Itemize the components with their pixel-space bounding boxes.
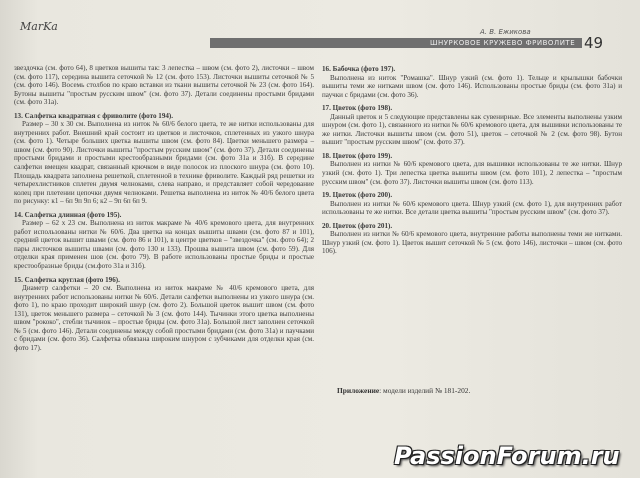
intro-paragraph: звездочка (см. фото 64), 8 цветков вышиты так: 3 лепестка – швом (см. фото 2), листочки – швом (см. фото 117), середина вышита сеточкой № 12 (см. фото 153). Листочки вышиты сеточкой № 5 (см. фото 146). Восемь столбов по краю вставки из ткани вышиты сеточкой № 23 (см. фото 164). Бутоны вышиты "простым русским швом" (см. фото 37). Детали соединены простыми бридами (см. фото 31а).: [14, 64, 314, 107]
section-title: 17. Цветок (фото 198).: [322, 104, 393, 113]
appendix-text: : модели изделий № 181-202.: [379, 386, 471, 395]
section-text: Выполнен из нитки № 60/6 кремового цвета, для вышивки использованы те же нитки. Шнур узкий (см. фото 1). Три лепестка цветка вышиты швом (см. фото 101), 2 лепестка – "простым русским швом" (см. фото 37). Листочки вышиты швом (см. фото 113).: [322, 160, 622, 186]
left-column: [14, 64, 314, 353]
section-title: 19. Цветок (фото 200).: [322, 191, 393, 200]
appendix-note: [337, 386, 470, 395]
section-text: Выполнен из нитки № 60/6 кремового цвета, внутренние работы выполнены теми же нитками. Шнур узкий (см. фото 1). Цветок вышит сеточкой № 5 (см. фото 146), листочки – швом (см. фото 106).: [322, 230, 622, 256]
right-column: [322, 64, 622, 256]
section-text: Выполнена из ниток "Ромашка". Шнур узкий (см. фото 1). Тельце и крылышки бабочки вышиты теми же нитками швом (см. фото 146). Использованы простые бриды (см. фото 31а) и паучки с бридами (см. фото 36).: [322, 73, 622, 99]
section-title: 13. Салфетка квадратная с фриволите (фото 194).: [14, 111, 174, 120]
page-number: 49: [584, 34, 604, 52]
section-text: Размер – 62 х 23 см. Выполнена из ниток макраме № 40/6 кремового цвета, для внутренних работ использованы нитки № 60/6. Два цветка на концах вышиты швами (см. фото 87 и 101), средний цветок вышит швами (см. фото 86 и 101), в центре цветков – "звездочка" (см. фото 64); 2 пары листочков вышиты швами (см. фото 130 и 133). Прошва вышита швом (см. фото 59). Для отделки края применен шов (см. фото 79). В работе использованы простые бриды и простые крестообразные бриды (см.фото 31а и 31б).: [14, 219, 314, 271]
publisher-logo: MarKa: [20, 20, 58, 33]
section-title: 20. Цветок (фото 201).: [322, 221, 393, 230]
section-title: 15. Салфетка круглая (фото 196).: [14, 275, 120, 284]
section-text: Данный цветок и 5 следующие представлены как сувенирные. Все элементы выполнены узким шнуром (см. фото 1), связанного из нитки № 60/6 кремового цвета, для вышивки использованы те же нитки. Листочки вышиты швом (см. фото 51), цветок – сеточкой № 2 (см. фото 98). Бутон вышит "простым русским швом" (см. фото 37).: [322, 112, 622, 147]
section-text: Диаметр салфетки – 20 см. Выполнена из ниток макраме № 40/6 кремового цвета, для внутренних работ использованы нитки № 60/6. Детали салфетки выполнены из узкого шнура (см. фото 1), по краю проходит широкий шнур (см. фото 2). Большой цветок вышит швом (см. фото 131), цветок меньшего размера – сеточкой № 3 (см. фото 144). Тычинки этого цветка выполнены швом "рококо", стебли тычинок – простые бриды (см. фото 31а). Большой лист заполнен сеточкой № 5 (см. фото 146). Детали соединены между собой простыми бридами (см. фото 31а) и паучками с бридами (см. фото 36). Салфетка обвязана широким шнуром с зубчиками для отделки края (см. фото 17).: [14, 284, 314, 352]
appendix-label: Приложение: [337, 386, 380, 395]
section-text: Размер – 30 х 30 см. Выполнена из ниток № 60/6 белого цвета, те же нитки использованы для внутренних работ. Внешний край состоит из цветков и листочков, сплетенных из узкого шнура (см. фото 1). Четыре больших цветка вышиты швом (см. фото 84). Цветки меньшего размера – швом (см. фото 90). Листочки вышиты "простым русским швом" (см. фото 37). Детали соединены простыми бридами и простыми крестообразными бридами (см. фото 31а и 31б). В середине салфетки вмещен квадрат, связанный крючком в виде полосок из плоского шнура (см. фото 10). Площадь квадрата заполнена решеткой, сплетенной в технике фриволите. Каждый ряд решетки из четырехлистников сплетен двумя челноками, слева направо, и представляет собой чередование колец при плетении цепочки двумя челноками. Решетка выполнена из ниток № 40/6 белого цвета по рисунку: к1 – 6п 9п 9п 6; к2 – 9п 6п 6п 9.: [14, 120, 314, 206]
site-watermark: PassionForum.ru: [394, 442, 620, 470]
section-title: 18. Цветок (фото 199).: [322, 151, 393, 160]
section-text: Выполнен из нитки № 60/6 кремового цвета. Шнур узкий (см. фото 1), для внутренних работ использованы те же нитки. Все детали цветка вышиты "простым русским швом" (см. фото 37).: [322, 199, 622, 217]
section-title: 16. Бабочка (фото 197).: [322, 65, 396, 73]
header-author: А. В. Ежикова: [480, 28, 531, 36]
section-title: 14. Салфетка длинная (фото 195).: [14, 210, 122, 219]
header-section-title: ШНУРКОВОЕ КРУЖЕВО ФРИВОЛИТЕ: [430, 39, 576, 47]
